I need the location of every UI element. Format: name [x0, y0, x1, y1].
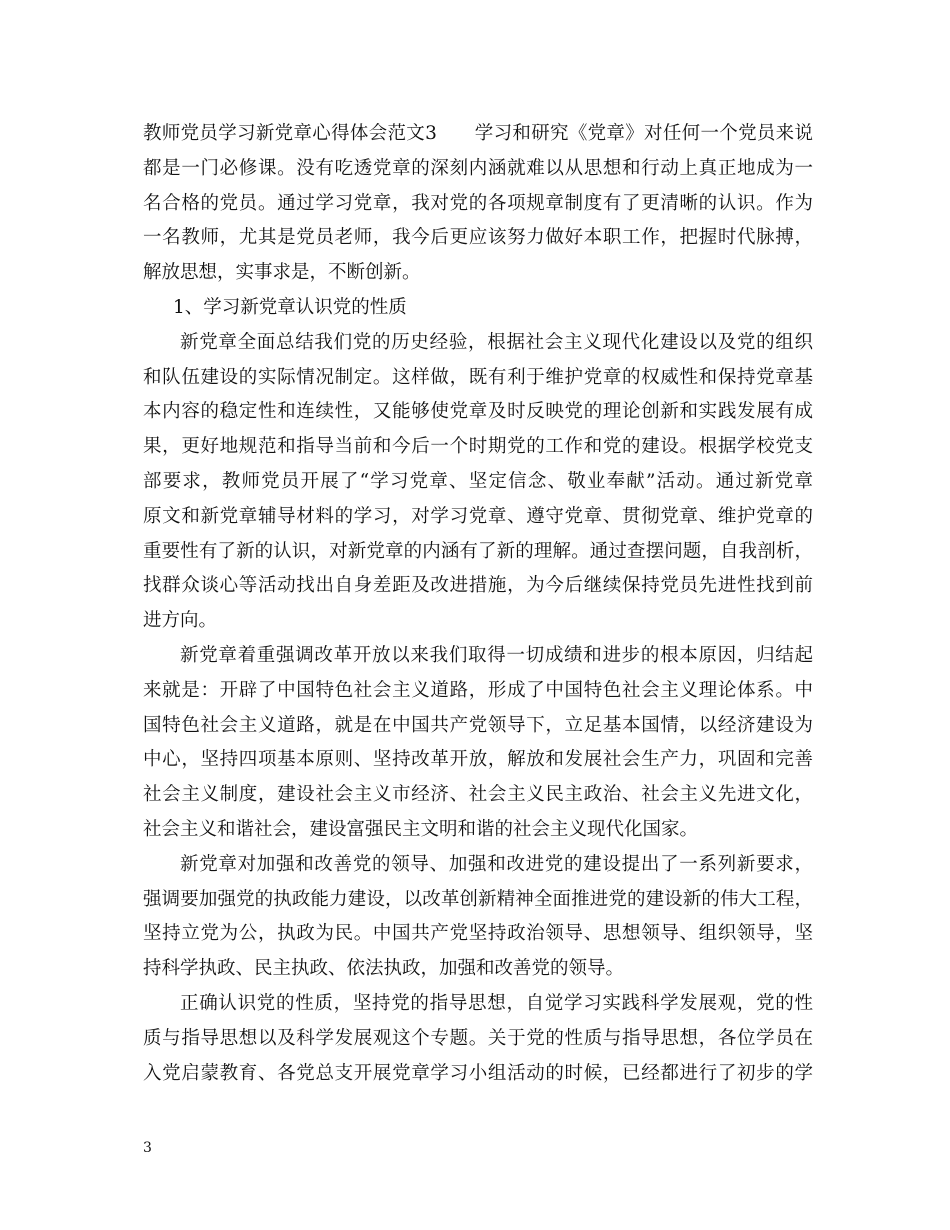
page-number: 3 [143, 1140, 152, 1156]
text-line: 强调要加强党的执政能力建设，以改革创新精神全面推进党的建设新的伟大工程， [143, 888, 813, 910]
text-line: 社会主义和谐社会，建设富强民主文明和谐的社会主义现代化国家。 [143, 818, 699, 840]
text-line: 解放思想，实事求是，不断创新。 [143, 262, 421, 284]
text-line: 新党章着重强调改革开放以来我们取得一切成绩和进步的根本原因，归结起 [180, 644, 813, 666]
section-heading: 1、学习新党章认识党的性质 [173, 296, 407, 318]
text-line: 部要求，教师党员开展了“学习党章、坚定信念、敬业奉献”活动。通过新党章 [143, 470, 813, 492]
text-line: 都是一门必修课。没有吃透党章的深刻内涵就难以从思想和行动上真正地成为一 [143, 157, 813, 179]
text-line: 中心，坚持四项基本原则、坚持改革开放，解放和发展社会生产力，巩固和完善 [143, 749, 813, 771]
text-line: 名合格的党员。通过学习党章，我对党的各项规章制度有了更清晰的认识。作为 [143, 192, 813, 214]
text-line: 重要性有了新的认识，对新党章的内涵有了新的理解。通过查摆问题，自我剖析， [143, 540, 813, 562]
text-line: 找群众谈心等活动找出自身差距及改进措施，为今后继续保持党员先进性找到前 [143, 575, 813, 597]
text-line: 果，更好地规范和指导当前和今后一个时期党的工作和党的建设。根据学校党支 [143, 436, 813, 458]
text-line-title: 教师党员学习新党章心得体会范文3 学习和研究《党章》对任何一个党员来说 [143, 123, 813, 144]
text-line: 持科学执政、民主执政、依法执政，加强和改善党的领导。 [143, 958, 625, 980]
text-line: 新党章全面总结我们党的历史经验，根据社会主义现代化建设以及党的组织 [180, 331, 813, 353]
text-line: 坚持立党为公，执政为民。中国共产党坚持政治领导、思想领导、组织领导，坚 [143, 923, 813, 945]
text-line: 一名教师，尤其是党员老师，我今后更应该努力做好本职工作，把握时代脉搏， [143, 227, 813, 249]
text-line: 本内容的稳定性和连续性，又能够使党章及时反映党的理论创新和实践发展有成 [143, 401, 813, 423]
text-line: 原文和新党章辅导材料的学习，对学习党章、遵守党章、贯彻党章、维护党章的 [143, 505, 813, 527]
text-line: 和队伍建设的实际情况制定。这样做，既有利于维护党章的权威性和保持党章基 [143, 366, 813, 388]
text-line: 入党启蒙教育、各党总支开展党章学习小组活动的时候，已经都进行了初步的学 [143, 1062, 813, 1084]
text-line: 国特色社会主义道路，就是在中国共产党领导下，立足基本国情，以经济建设为 [143, 714, 813, 736]
text-line: 正确认识党的性质，坚持党的指导思想，自觉学习实践科学发展观，党的性 [180, 992, 813, 1014]
text-line: 质与指导思想以及科学发展观这个专题。关于党的性质与指导思想，各位学员在 [143, 1027, 813, 1049]
text-line: 进方向。 [143, 610, 218, 632]
text-line: 新党章对加强和改善党的领导、加强和改进党的建设提出了一系列新要求， [180, 853, 813, 875]
document-body [143, 117, 813, 1091]
text-line: 来就是：开辟了中国特色社会主义道路，形成了中国特色社会主义理论体系。中 [143, 679, 813, 701]
text-line: 社会主义制度，建设社会主义市经济、社会主义民主政治、社会主义先进文化， [143, 784, 813, 806]
